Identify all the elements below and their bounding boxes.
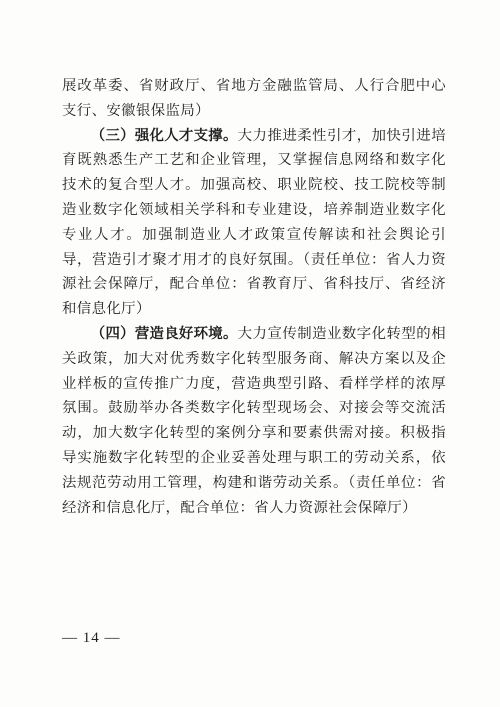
- section-heading-environment: （四）营造良好环境。: [90, 325, 238, 342]
- section-body-talent: 大力推进柔性引才，加快引进培育既熟悉生产工艺和企业管理，又掌握信息网络和数字化技术的复合型人才。加强高校、职业院校、技工院校等制造业数字化领域相关学科和专业建设，培养制造业数字化专业人才。加强制造业人才政策宣传解读和社会舆论引导，营造引才聚才用才的良好氛围。（责任单位：省人力资源社会保障厅，配合单位：省教育厅、省科技厅、省经济和信息化厅）: [62, 127, 446, 318]
- section-good-environment: [62, 322, 446, 520]
- section-body-environment: 大力宣传制造业数字化转型的相关政策，加大对优秀数字化转型服务商、解决方案以及企业样板的宣传推广力度，营造典型引路、看样学样的浓厚氛围。鼓励举办各类数字化转型现场会、对接会等交流活动，加大数字化转型的案例分享和要素供需对接。积极指导实施数字化转型的企业妥善处理与职工的劳动关系，依法规范劳动用工管理，构建和谐劳动关系。（责任单位：省经济和信息化厅，配合单位：省人力资源社会保障厅）: [62, 325, 446, 516]
- document-body: [62, 74, 446, 520]
- page-number: — 14 —: [62, 630, 121, 646]
- section-heading-talent: （三）强化人才支撑。: [90, 127, 238, 144]
- continuation-paragraph: 展改革委、省财政厅、省地方金融监管局、人行合肥中心支行、安徽银保监局）: [62, 78, 446, 119]
- section-strengthen-talent: [62, 124, 446, 322]
